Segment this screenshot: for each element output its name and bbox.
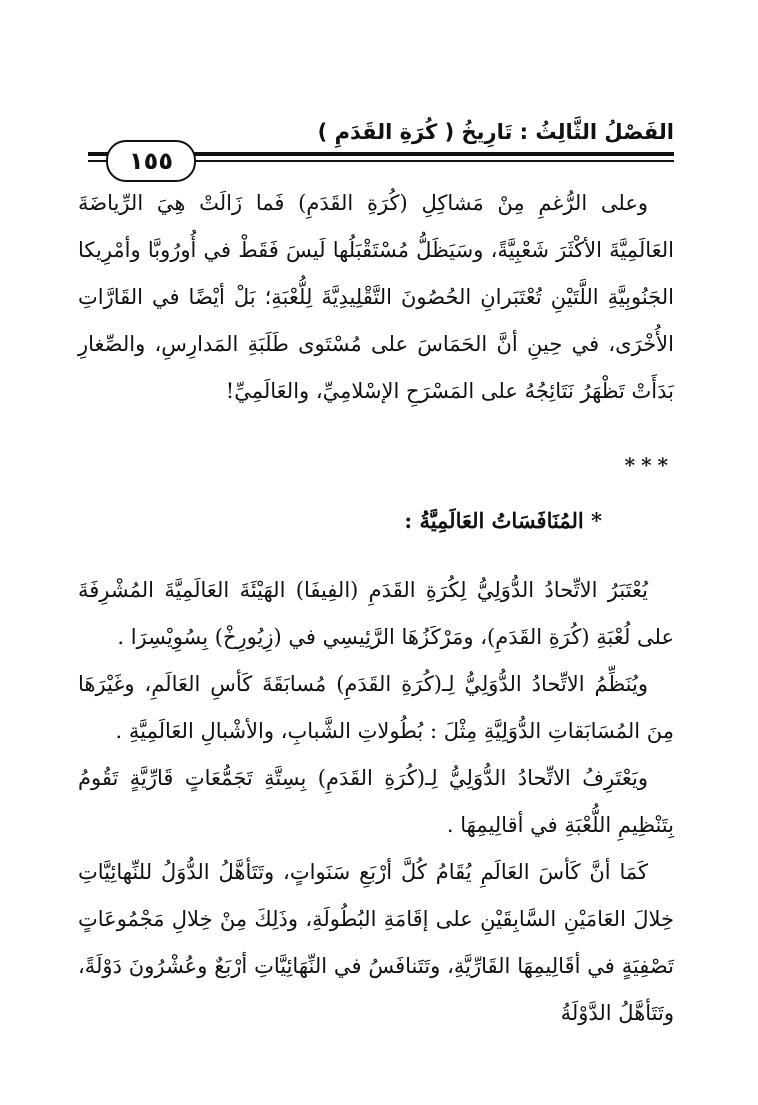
page-number-badge: ١٥٥ bbox=[106, 140, 196, 182]
paragraph-fifa-competitions: ويُنَظِّمُ الاتِّحادُ الدُّوَلِيُّ لِـ(كُرَةِ القَدَمِ) مُسابَقَةَ كَأسِ العَالَمِ، وغَيْرَهَا مِنَ المُسَابَقاتِ الدُّوَلِيَّةِ مِثْلَ : بُطُولاتِ الشَّبابِ، والأشْبالِ العَالَمِيَّةِ . bbox=[78, 672, 674, 743]
running-header-title: الفَصْلُ الثَّالِثُ : تَارِيخُ ( كُرَةِ القَدَمِ ) bbox=[317, 120, 674, 144]
section-divider-asterisks: *** bbox=[624, 453, 674, 477]
paragraph-world-cup-qualification: كَمَا أنَّ كَأسَ العَالَمِ يُقَامُ كُلَّ أرْبَعِ سَنَواتٍ، وتَتَأهَّلُ الدُّوَلُ للنِّهائِيَّاتِ خِلالَ العَامَيْنِ السَّابِقَيْنِ على إقَامَةِ البُطُولَةِ، وذَلِكَ مِنْ خِلالِ مَجْمُوعَاتٍ تَصْفِيَةٍ في أقَالِيمِهَا القَارِّيَّةِ، وتَتَنافَسُ في النِّهَائِيَّاتِ أرْبَعٌ وعُشْرُونَ دَوْلَةً، وتَتَأهَّلُ الدَّوْلَةُ bbox=[78, 860, 674, 1025]
page-body-text bbox=[78, 180, 674, 1037]
paragraph-continental-confederations: ويَعْتَرِفُ الاتِّحادُ الدُّوَلِيُّ لِـ(كُرَةِ القَدَمِ) بِسِتَّةِ تَجَمُّعَاتٍ قَارِّيَّةٍ تَقُومُ بِتَنْظِيمِ اللُّعْبَةِ في أقالِيمِهَا . bbox=[78, 766, 674, 837]
paragraph-fifa: يُعْتَبَرُ الاتِّحادُ الدُّوَلِيُّ لِكُرَةِ القَدَمِ (الفِيفَا) الهَيْئَةَ العَالَمِيَّةَ المُشْرِفَةَ على لُعْبَةِ (كُرَةِ القَدَمِ)، ومَرْكَزُهَا الرَّئِيسِي في (زِيُورِخْ) بِسُوِيْسِرَا . bbox=[78, 578, 674, 649]
section-heading-world-competitions: * المُنَافَسَاتُ العَالَمِيَّةُ : bbox=[404, 508, 602, 533]
paragraph-football-popularity: وعلى الرُّغمِ مِنْ مَشاكِلِ (كُرَةِ القَدَمِ) فَما زَالَتْ هِيَ الرِّياضَةَ العَالَمِيَّةَ الأكْثَرَ شَعْبِيَّةً، وسَيَظَلُّ مُسْتَقْبَلُها لَيسَ فَقَطْ في أُورُوبَّا وأمْرِيكا الجَنُوبِيَّةِ اللَّتَيْنِ تُعْتَبَرانِ الحُصُونَ التَّقْلِيدِيَّةَ لِلُّعْبَةِ؛ بَلْ أيْضًا في القَارَّاتِ الأُخْرَى، في حِينِ أنَّ الحَمَاسَ على مُسْتَوى طَلَبَةِ المَدارِسِ، والصِّغارِ بَدَأَتْ تَظْهَرُ نَتَائِجُهُ على المَسْرَحِ الإسْلامِيِّ، والعَالَمِيِّ! bbox=[78, 191, 674, 403]
